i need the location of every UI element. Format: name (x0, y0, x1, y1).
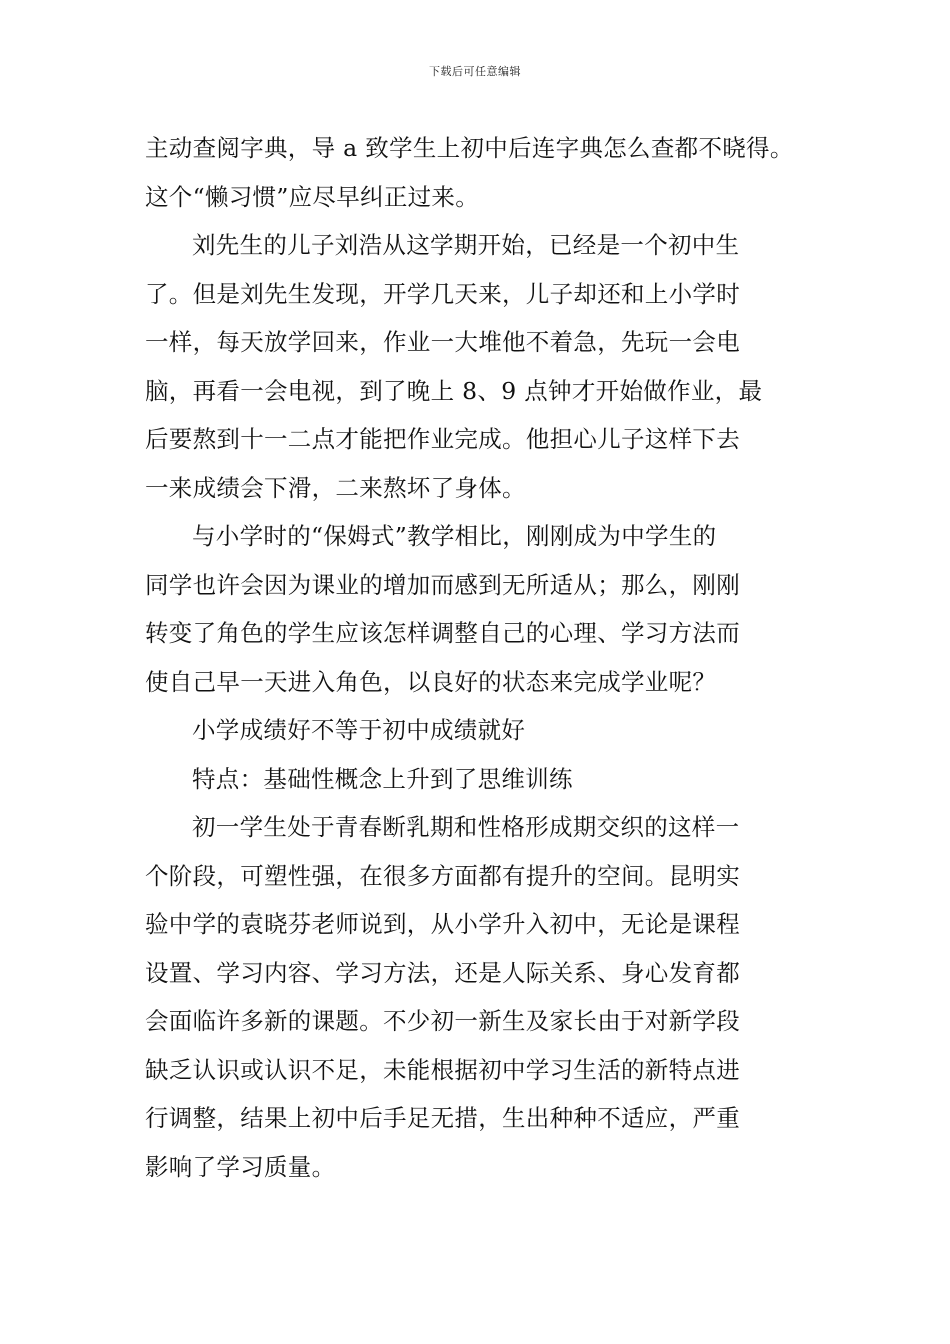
text-line: 一来成绩会下滑，二来熬坏了身体。 (145, 473, 526, 502)
page-header: 下载后可任意编辑 (429, 65, 521, 78)
text-line: 了。但是刘先生发现，开学几天来，儿子却还和上小学时 (145, 279, 740, 308)
text-line: 主动查阅字典，导 a 致学生上初中后连字典怎么查都不晓得。 (145, 134, 794, 162)
paragraph (145, 221, 835, 512)
text-line: 缺乏认识或认识不足，未能根据初中学习生活的新特点进 (145, 1055, 740, 1084)
section-subheading (145, 755, 835, 804)
text-line: 脑，再看一会电视，到了晚上 8、9 点钟才开始做作业，最 (145, 376, 763, 405)
text-line: 特点：基础性概念上升到了思维训练 (192, 764, 573, 793)
text-line: 刘先生的儿子刘浩从这学期开始，已经是一个初中生 (192, 231, 740, 259)
text-line: 一样，每天放学回来，作业一大堆他不着急，先玩一会电 (145, 328, 740, 356)
text-line: 这个“懒习惯”应尽早纠正过来。 (145, 182, 480, 211)
text-line: 与小学时的“保姆式”教学相比，刚刚成为中学生的 (192, 522, 717, 550)
text-line: 小学成绩好不等于初中成绩就好 (192, 716, 526, 744)
paragraph (145, 803, 835, 1191)
text-line: 设置、学习内容、学习方法，还是人际关系、身心发育都 (145, 958, 740, 987)
text-line: 转变了角色的学生应该怎样调整自己的心理、学习方法而 (145, 619, 740, 647)
text-line: 影响了学习质量。 (145, 1152, 336, 1181)
text-line: 同学也许会因为课业的增加而感到无所适从；那么，刚刚 (145, 570, 740, 599)
text-line: 行调整，结果上初中后手足无措，生出种种不适应，严重 (145, 1104, 740, 1132)
text-line: 会面临许多新的课题。不少初一新生及家长由于对新学段 (145, 1007, 740, 1035)
text-line: 后要熬到十一二点才能把作业完成。他担心儿子这样下去 (145, 425, 740, 453)
text-line: 初一学生处于青春断乳期和性格形成期交织的这样一 (192, 813, 740, 841)
section-heading (145, 706, 835, 755)
text-line: 验中学的袁晓芬老师说到，从小学升入初中，无论是课程 (145, 910, 740, 938)
text-line: 使自己早一天进入角色，以良好的状态来完成学业呢？ (145, 667, 717, 696)
paragraph (145, 124, 835, 221)
document-body (145, 124, 835, 1191)
paragraph (145, 512, 835, 706)
text-line: 个阶段，可塑性强，在很多方面都有提升的空间。昆明实 (145, 861, 740, 890)
